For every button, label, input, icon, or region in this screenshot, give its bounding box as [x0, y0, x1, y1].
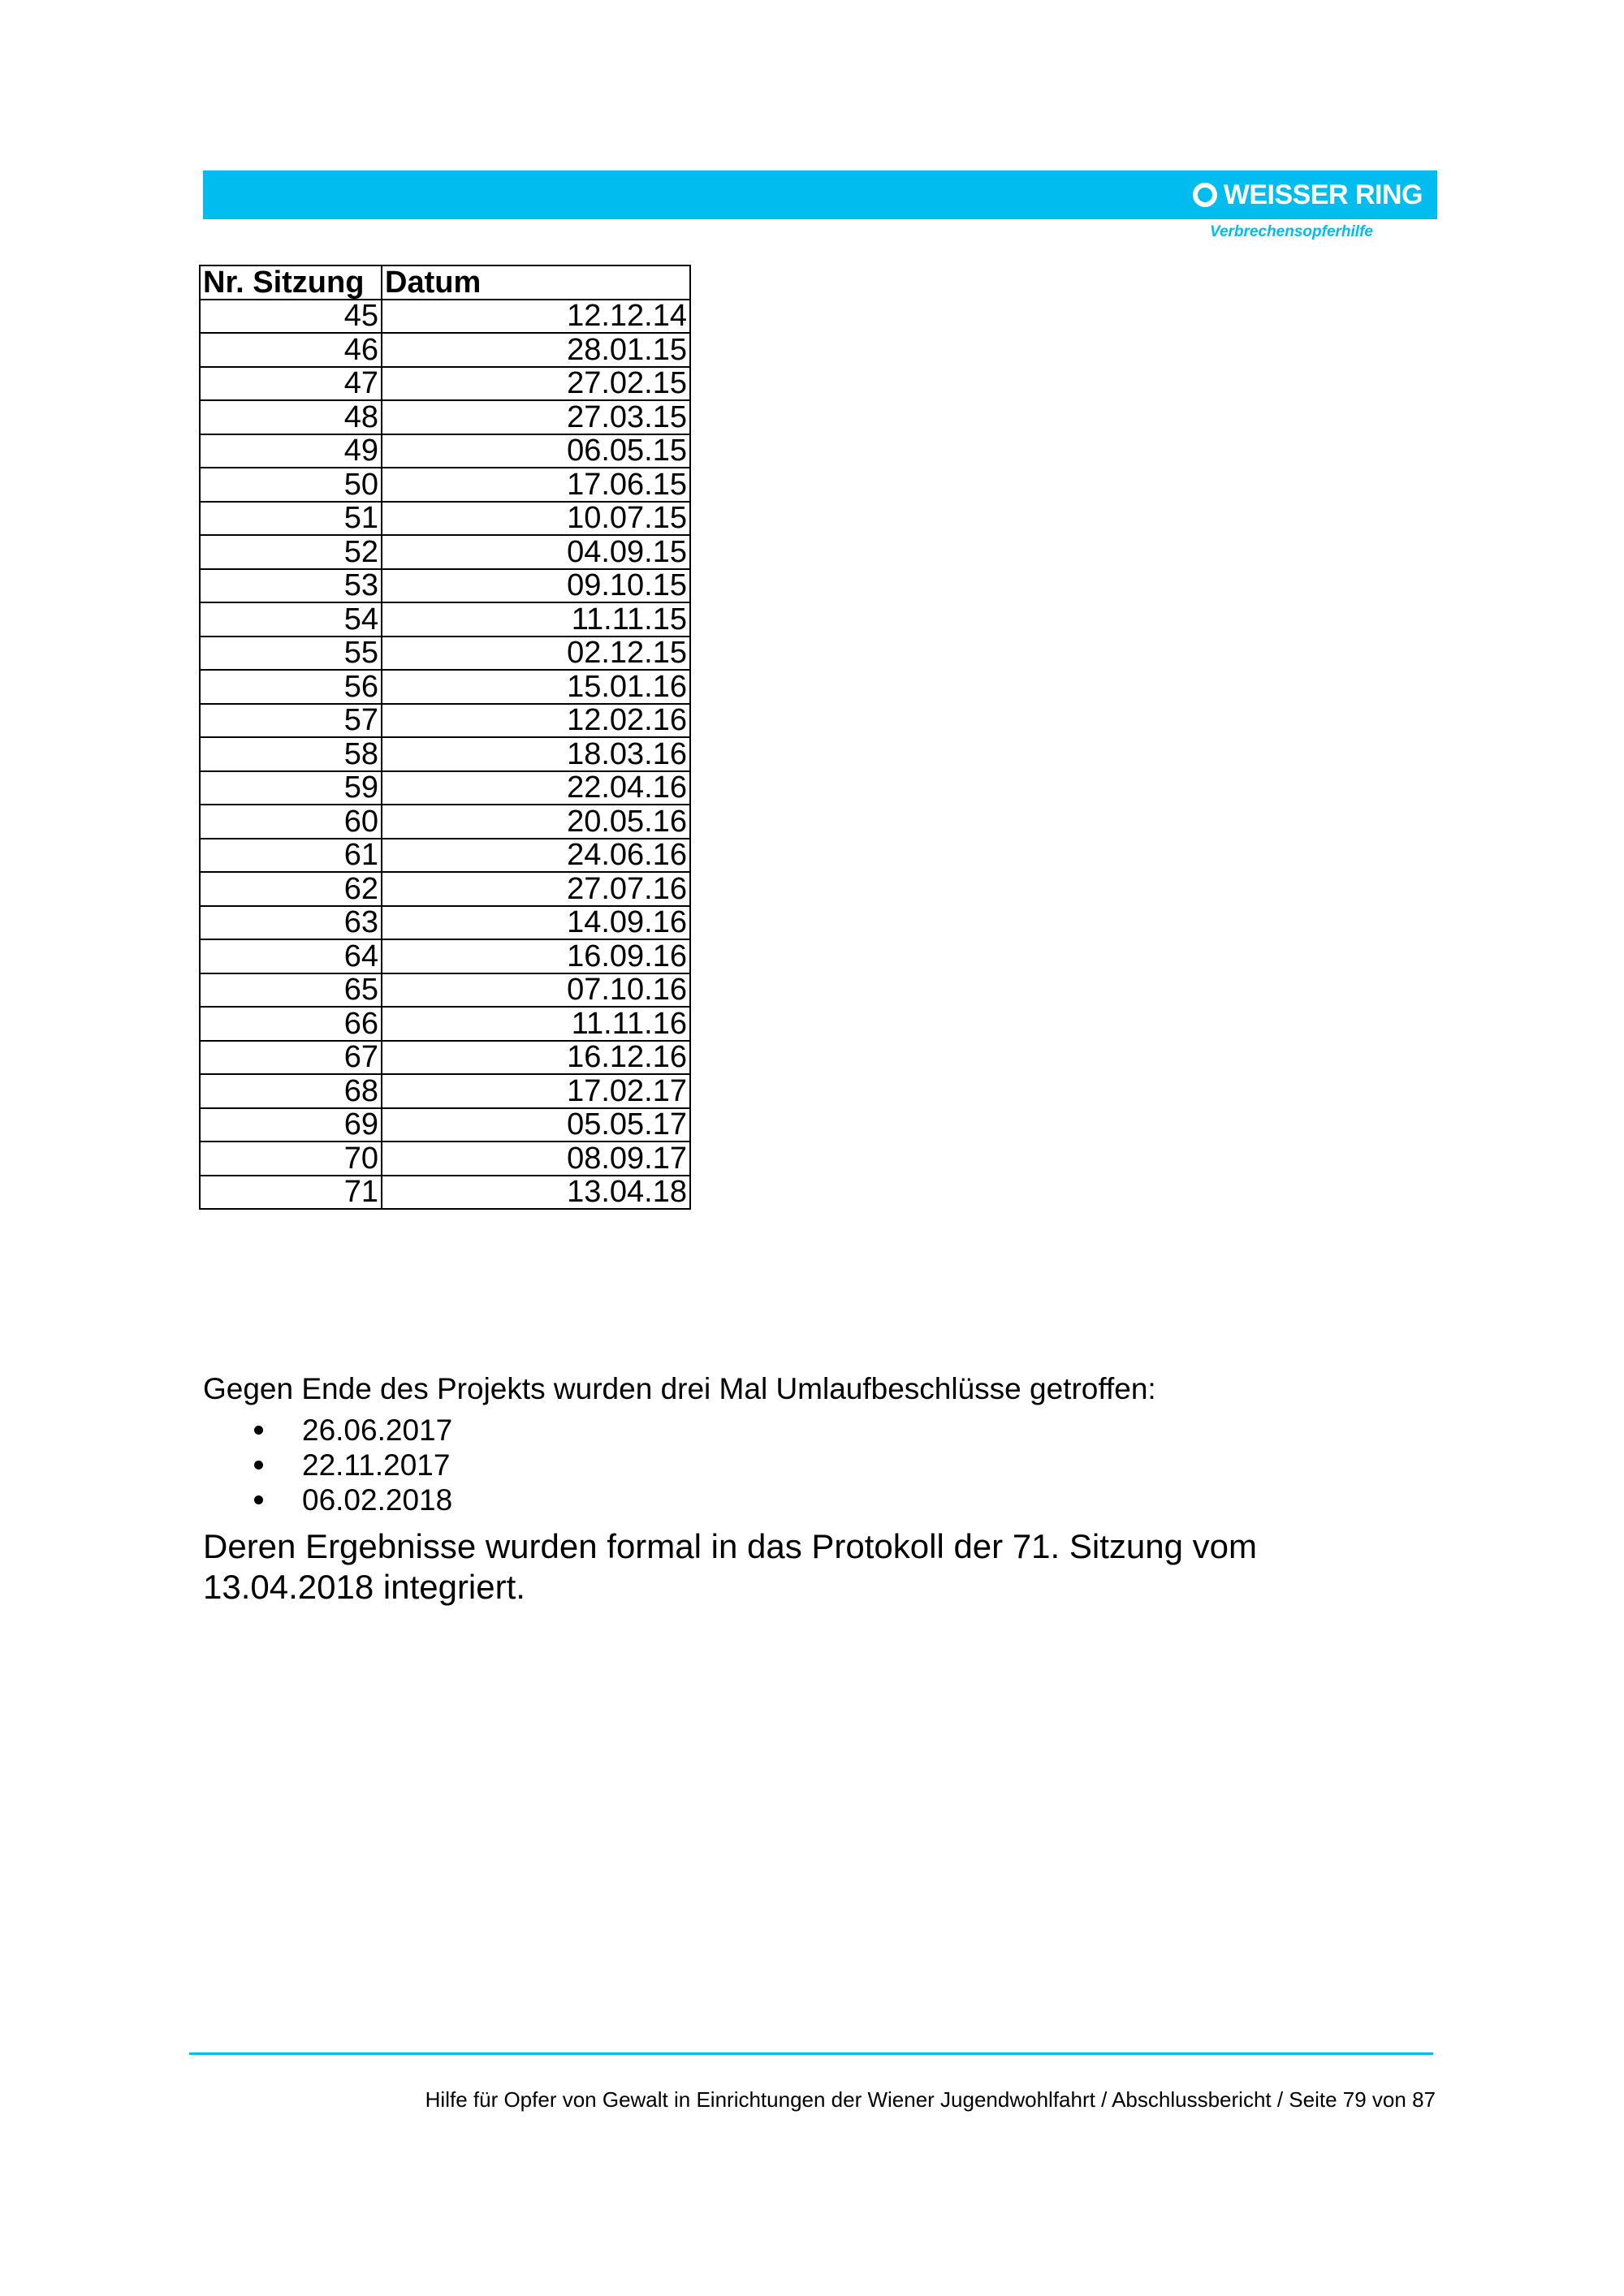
session-number-cell: 56 [200, 670, 382, 704]
bullet-icon [254, 1426, 263, 1435]
session-number-cell: 65 [200, 973, 382, 1008]
session-date-cell: 09.10.15 [382, 569, 690, 603]
session-number-cell: 46 [200, 333, 382, 367]
session-number-cell: 71 [200, 1176, 382, 1210]
session-date-cell: 24.06.16 [382, 839, 690, 873]
table-row [200, 434, 690, 468]
session-number-cell: 48 [200, 400, 382, 434]
session-date-cell: 10.07.15 [382, 502, 690, 536]
session-number-cell: 62 [200, 872, 382, 906]
session-number-cell: 53 [200, 569, 382, 603]
table-row [200, 771, 690, 805]
session-number-cell: 57 [200, 704, 382, 738]
session-date-cell: 13.04.18 [382, 1176, 690, 1210]
session-number-cell: 60 [200, 805, 382, 839]
session-number-cell: 47 [200, 367, 382, 401]
session-date-cell: 20.05.16 [382, 805, 690, 839]
table-row [200, 333, 690, 367]
session-number-cell: 68 [200, 1074, 382, 1108]
table-row [200, 637, 690, 671]
table-row [200, 839, 690, 873]
session-date-cell: 18.03.16 [382, 737, 690, 771]
bullet-icon [254, 1495, 263, 1504]
session-number-cell: 67 [200, 1041, 382, 1075]
session-number-cell: 58 [200, 737, 382, 771]
table-row [200, 737, 690, 771]
bullet-list [203, 1413, 452, 1517]
table-row [200, 602, 690, 637]
logo-text: WEISSER RING [1223, 179, 1423, 210]
session-date-cell: 16.12.16 [382, 1041, 690, 1075]
session-number-cell: 63 [200, 906, 382, 940]
footer-text: Hilfe für Opfer von Gewalt in Einrichtungen der Wiener Jugendwohlfahrt / Abschlussbericht / Seite 79 von 87 [425, 2087, 1436, 2112]
logo [1193, 177, 1423, 213]
table-row [200, 1176, 690, 1210]
column-header-datum: Datum [382, 265, 690, 300]
list-item-text: 22.11.2017 [302, 1448, 451, 1482]
session-date-cell: 14.09.16 [382, 906, 690, 940]
intro-paragraph: Gegen Ende des Projekts wurden drei Mal Umlaufbeschlüsse getroffen: [203, 1372, 1156, 1405]
table-row [200, 872, 690, 906]
session-date-cell: 28.01.15 [382, 333, 690, 367]
session-date-cell: 11.11.15 [382, 602, 690, 637]
session-date-cell: 11.11.16 [382, 1007, 690, 1041]
table-row [200, 1108, 690, 1142]
session-number-cell: 55 [200, 637, 382, 671]
table-row [200, 1074, 690, 1108]
bullet-icon [254, 1461, 263, 1470]
list-item [203, 1448, 452, 1482]
session-date-cell: 12.02.16 [382, 704, 690, 738]
session-number-cell: 59 [200, 771, 382, 805]
table-row [200, 906, 690, 940]
session-number-cell: 64 [200, 939, 382, 973]
sessions-table [199, 265, 691, 1210]
session-date-cell: 22.04.16 [382, 771, 690, 805]
session-number-cell: 54 [200, 602, 382, 637]
session-date-cell: 15.01.16 [382, 670, 690, 704]
result-paragraph: Deren Ergebnisse wurden formal in das Protokoll der 71. Sitzung vom 13.04.2018 integriert. [203, 1527, 1257, 1606]
session-number-cell: 69 [200, 1108, 382, 1142]
session-number-cell: 49 [200, 434, 382, 468]
table-row [200, 400, 690, 434]
session-date-cell: 12.12.14 [382, 300, 690, 334]
session-number-cell: 51 [200, 502, 382, 536]
session-date-cell: 05.05.17 [382, 1108, 690, 1142]
session-date-cell: 02.12.15 [382, 637, 690, 671]
session-date-cell: 27.07.16 [382, 872, 690, 906]
list-item [203, 1482, 452, 1517]
session-number-cell: 70 [200, 1142, 382, 1176]
table-row [200, 1007, 690, 1041]
session-number-cell: 61 [200, 839, 382, 873]
session-date-cell: 27.02.15 [382, 367, 690, 401]
table-row [200, 300, 690, 334]
session-number-cell: 45 [200, 300, 382, 334]
session-number-cell: 66 [200, 1007, 382, 1041]
table-row [200, 670, 690, 704]
list-item [203, 1413, 452, 1448]
header-banner [203, 170, 1437, 219]
session-date-cell: 04.09.15 [382, 535, 690, 569]
table-row [200, 468, 690, 502]
table-row [200, 569, 690, 603]
session-number-cell: 52 [200, 535, 382, 569]
table-row [200, 1041, 690, 1075]
table-row [200, 973, 690, 1008]
session-date-cell: 17.02.17 [382, 1074, 690, 1108]
table-row [200, 502, 690, 536]
table-header-row [200, 265, 690, 300]
session-date-cell: 06.05.15 [382, 434, 690, 468]
table-row [200, 1142, 690, 1176]
list-item-text: 26.06.2017 [302, 1413, 453, 1447]
footer-divider [189, 2052, 1433, 2055]
column-header-nr: Nr. Sitzung [200, 265, 382, 300]
table-row [200, 939, 690, 973]
session-date-cell: 16.09.16 [382, 939, 690, 973]
session-date-cell: 27.03.15 [382, 400, 690, 434]
session-date-cell: 07.10.16 [382, 973, 690, 1008]
tagline: Verbrechensopferhilfe [1210, 223, 1373, 240]
table-body [200, 300, 690, 1210]
session-number-cell: 50 [200, 468, 382, 502]
ring-icon [1193, 183, 1217, 207]
table-row [200, 535, 690, 569]
session-date-cell: 17.06.15 [382, 468, 690, 502]
session-date-cell: 08.09.17 [382, 1142, 690, 1176]
list-item-text: 06.02.2018 [302, 1483, 453, 1517]
table-row [200, 805, 690, 839]
table-row [200, 367, 690, 401]
table-row [200, 704, 690, 738]
